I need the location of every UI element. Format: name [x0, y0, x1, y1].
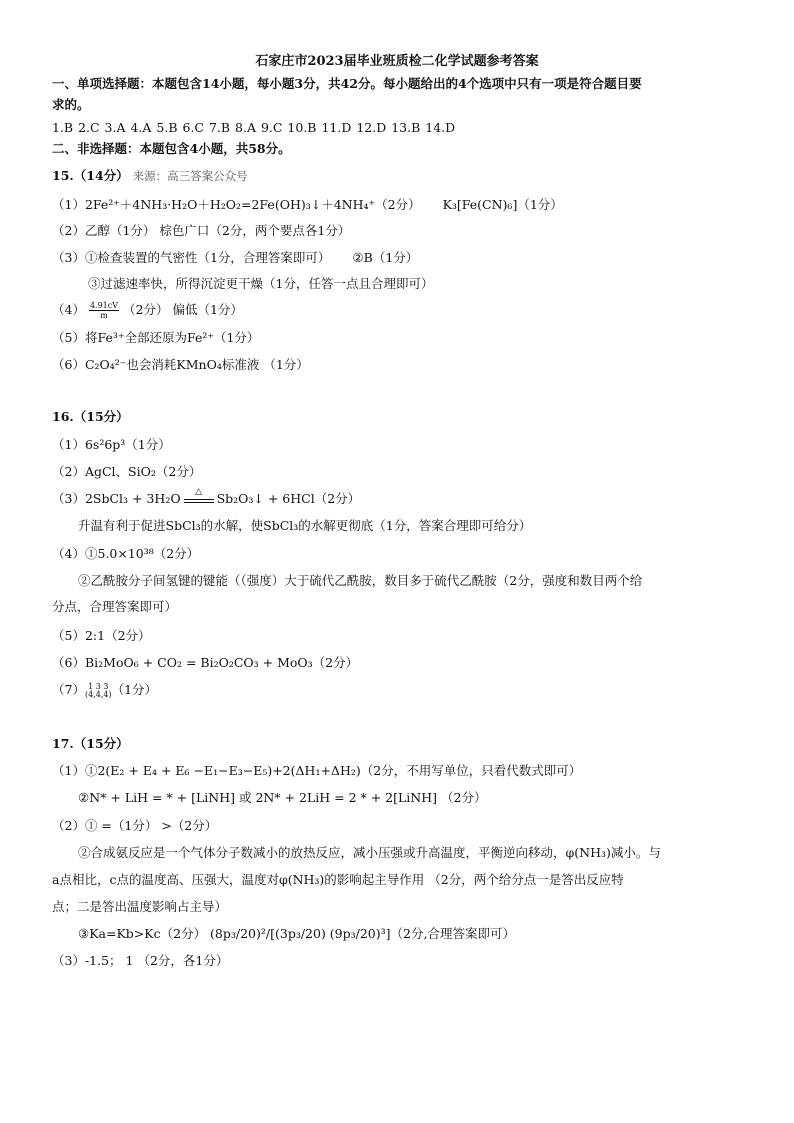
q16-7-rest: （1分）	[111, 682, 158, 697]
q16-line1: （1）6s²6p³（1分）	[52, 437, 171, 452]
q15-line6: （6）C₂O₄²⁻也会消耗KMnO₄标准液 （1分）	[52, 357, 309, 372]
q16-line5: （5）2:1（2分）	[52, 628, 151, 643]
q16-line4b: ②乙酰胺分子间氢键的键能（（强度）大于硫代乙酰胺，数目多于硫代乙酰胺（2分，强度和数目两个给	[78, 573, 643, 588]
q15-3-part2: ②B（1分）	[352, 250, 419, 265]
source-note: 来源：高三答案公众号	[132, 169, 248, 183]
q15-1-reagent: K₃[Fe(CN)₆]（1分）	[442, 197, 563, 212]
q16-line3	[52, 487, 361, 508]
section1-heading-line1: 一、单项选择题：本题包含14小题，每小题3分，共42分。每小题给出的4个选项中只有一项是符合题目要	[52, 76, 642, 91]
q16-3-products: Sb₂O₃↓ + 6HCl（2分）	[216, 491, 361, 506]
q16-line7	[52, 681, 157, 699]
q16-line6: （6）Bi₂MoO₆ + CO₂ = Bi₂O₂CO₃ + MoO₃（2分）	[52, 655, 359, 670]
q15-4-rest: （2分） 偏低（1分）	[123, 302, 243, 317]
q15-4-fraction	[89, 301, 119, 320]
q17-line2c: a点相比，c点的温度高、压强大，温度对φ(NH₃)的影响起主导作用 （2分，两个给分点一是答出反应特	[52, 872, 624, 887]
q16-line3b: 升温有利于促进SbCl₃的水解，使SbCl₃的水解更彻底（1分，答案合理即可给分）	[78, 518, 532, 533]
q17-line3: （3）-1.5； 1 （2分，各1分）	[52, 953, 229, 968]
q17-line2d: 点；二是答出温度影响占主导）	[52, 899, 228, 914]
q16-3-reactants: （3）2SbCl₃ + 3H₂O	[52, 491, 181, 506]
q17-line1b: ②N* + LiH = * + [LiNH] 或 2N* + 2LiH = 2 * + 2[LiNH] （2分）	[78, 790, 487, 805]
q17-line2b: ②合成氨反应是一个气体分子数减小的放热反应，减小压强或升高温度，平衡逆向移动，φ(NH₃)减小。与	[78, 845, 661, 860]
coordinate-fraction	[85, 683, 112, 699]
q16-7-prefix: （7）	[52, 682, 85, 697]
q15-line1	[52, 196, 563, 214]
q17-heading: 17.（15分）	[52, 736, 129, 751]
q15-line5: （5）将Fe³⁺全部还原为Fe²⁺（1分）	[52, 330, 260, 345]
choice-answers: 1.B 2.C 3.A 4.A 5.B 6.C 7.B 8.A 9.C 10.B 11.D 12.D 13.B 14.D	[52, 120, 456, 135]
q15-line4	[52, 301, 243, 320]
coordinate-denominators: (4,4,4)	[84, 689, 112, 699]
fraction-denominator: m	[100, 311, 108, 320]
q15-3-part1: （3）①检查装置的气密性（1分，合理答案即可）	[52, 250, 331, 265]
page-title: 石家庄市2023届毕业班质检二化学试题参考答案	[255, 54, 539, 69]
q15-line3c: ③过滤速率快，所得沉淀更干燥（1分，任答一点且合理即可）	[88, 276, 434, 291]
heat-condition-arrow	[184, 487, 214, 503]
q15-4-prefix: （4）	[52, 302, 85, 317]
q15-line3	[52, 249, 418, 267]
fraction-numerator: 4.91cV	[89, 301, 119, 310]
section1-heading-line2: 求的。	[52, 97, 90, 112]
section2-heading: 二、非选择题：本题包含4小题，共58分。	[52, 141, 291, 156]
q17-line1: （1）①2(E₂ + E₄ + E₆ −E₁−E₃−E₅)+2(ΔH₁+ΔH₂)（2分，不用写单位，只看代数式即可）	[52, 763, 582, 778]
q15-heading: 15.（14分）	[52, 168, 129, 183]
q15-1-equation: （1）2Fe²⁺＋4NH₃·H₂O＋H₂O₂=2Fe(OH)₃↓＋4NH₄⁺（2分）	[52, 197, 421, 212]
q17-line2e: ③Ka=Kb>Kc（2分） (8p₃/20)²/[(3p₃/20) (9p₃/20)³]（2分,合理答案即可）	[78, 926, 515, 941]
q16-heading: 16.（15分）	[52, 409, 129, 424]
heat-symbol: △	[195, 487, 203, 497]
q17-line2: （2）① =（1分） >（2分）	[52, 818, 218, 833]
q16-line4c: 分点，合理答案即可）	[52, 599, 178, 614]
q15-line2: （2）乙醇（1分） 棕色广口（2分，两个要点各1分）	[52, 223, 351, 238]
coordinate-numerators: 1 3 3	[88, 681, 109, 691]
q15-heading-row	[52, 167, 248, 185]
q16-line4: （4）①5.0×10³⁸（2分）	[52, 546, 200, 561]
q16-line2: （2）AgCl、SiO₂（2分）	[52, 464, 202, 479]
